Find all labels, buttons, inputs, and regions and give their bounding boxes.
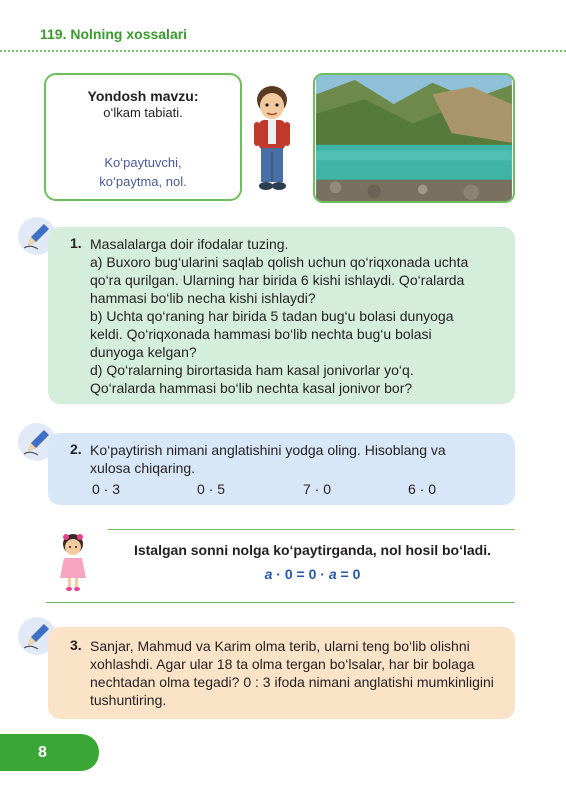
topic-terms-line: ko‘paytma, nol. xyxy=(99,174,187,189)
formula-variable: a xyxy=(328,566,337,582)
task-3-box xyxy=(48,627,515,719)
task-line: Sanjar, Mahmud va Karim olma terib, ularni teng bo‘lib olishni xyxy=(90,638,470,654)
lesson-title: 119. Nolning xossalari xyxy=(40,26,188,42)
page-number-tab xyxy=(0,734,99,771)
expression: 6 · 0 xyxy=(408,481,437,497)
girl-illustration xyxy=(56,532,90,592)
task-line: xohlashdi. Agar ular 18 ta olma tergan bo‘lsalar, har bir bolaga xyxy=(90,656,475,672)
formula-variable: a xyxy=(264,566,273,582)
task-line: qo‘ra qurilgan. Ularning har birida 6 kishi ishlaydi. Qo‘ralarda xyxy=(90,272,465,288)
rule-divider-bottom xyxy=(46,602,515,603)
task-line: a) Buxoro bug‘ularini saqlab qolish uchun qo‘riqxonada uchta xyxy=(90,254,469,270)
topic-heading: Yondosh mavzu: xyxy=(87,88,199,104)
expression: 7 · 0 xyxy=(303,481,332,497)
expression: 0 · 5 xyxy=(197,481,226,497)
task-2-text xyxy=(90,441,504,477)
task-line: Masalalarga doir ifodalar tuzing. xyxy=(90,236,289,252)
related-topic-box xyxy=(44,73,242,201)
mountain-lake-photo xyxy=(313,73,515,203)
task-2-box xyxy=(48,433,515,505)
task-line: d) Qo‘ralarning birortasida ham kasal jonivorlar yo‘q. xyxy=(90,362,414,378)
header-divider xyxy=(0,50,566,52)
rule-divider-top xyxy=(108,529,515,530)
task-line: b) Uchta qo‘raning har birida 5 tadan bug‘u bolasi dunyoga xyxy=(90,308,454,324)
task-line: tushuntiring. xyxy=(90,692,167,708)
task-number: 3. xyxy=(70,637,82,653)
formula-part: · 0 = 0 · xyxy=(272,566,329,582)
topic-terms-line: Ko‘paytuvchi, xyxy=(104,155,182,170)
topic-subtitle: o‘lkam tabiati. xyxy=(103,105,183,120)
task-line: xulosa chiqaring. xyxy=(90,460,196,476)
task-line: Qo‘ralarda hammasi bo‘lib nechta kasal jonivor bor? xyxy=(90,380,413,396)
boy-illustration xyxy=(246,82,298,194)
task-number: 2. xyxy=(70,441,82,457)
task-number: 1. xyxy=(70,235,82,251)
page-number: 8 xyxy=(38,744,47,761)
task-1-box xyxy=(48,227,515,404)
rule-formula xyxy=(110,566,515,582)
rule-statement: Istalgan sonni nolga ko‘paytirganda, nol hosil bo‘ladi. xyxy=(133,542,492,558)
task-line: hammasi bo‘lib necha kishi ishlaydi? xyxy=(90,290,316,306)
task-line: Ko‘paytirish nimani anglatishini yodga oling. Hisoblang va xyxy=(90,442,446,458)
task-line: nechtadan olma tegadi? 0 : 3 ifoda nimani anglatishi mumkinligini xyxy=(90,674,494,690)
task-line: dunyoga kelgan? xyxy=(90,344,197,360)
task-1-text xyxy=(90,235,504,397)
topic-terms xyxy=(46,153,240,191)
expression: 0 · 3 xyxy=(92,481,121,497)
formula-part: = 0 xyxy=(336,566,361,582)
task-line: keldi. Qo‘riqxonada hammasi bo‘lib nechta bug‘u bolasi xyxy=(90,326,432,342)
task-3-text xyxy=(90,637,504,709)
